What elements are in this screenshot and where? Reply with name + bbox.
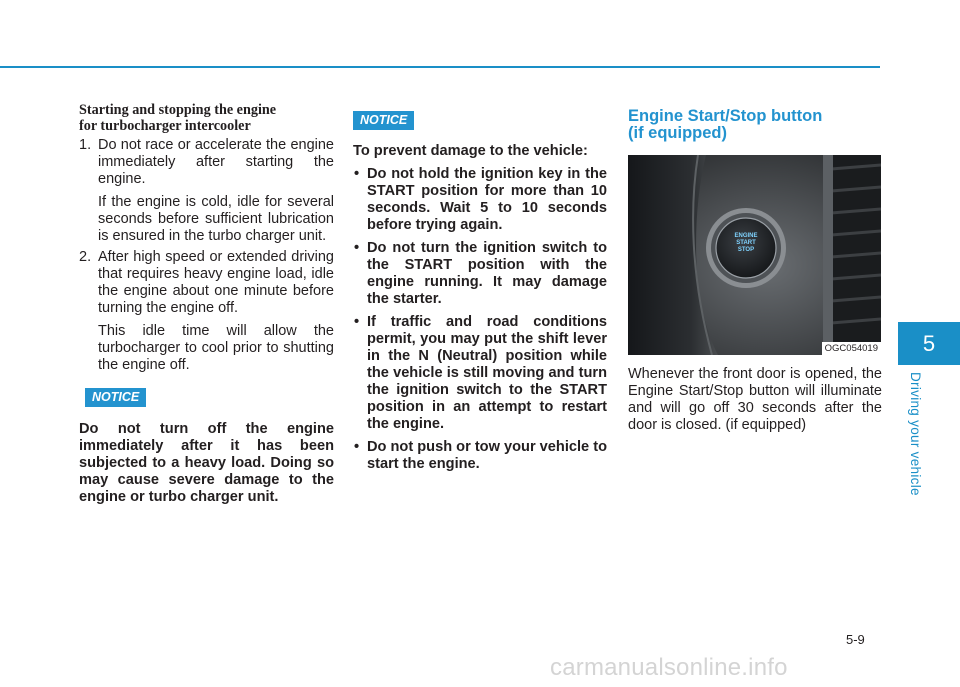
- bullet-text: Do not turn the ignition switch to the START position with the engine running. It may damage the starter.: [367, 240, 607, 307]
- button-legend-line: START: [736, 240, 756, 246]
- notice-text: Do not turn off the engine immediately after it has been subjected to a heavy load. Doing so may cause severe damage to the engine or turbo charger unit.: [79, 421, 334, 505]
- list-paragraph: If the engine is cold, idle for several seconds before sufficient lubrication is ensured in the turbo charger unit.: [98, 194, 334, 244]
- notice-badge-wrap: [79, 388, 334, 407]
- list-item: [353, 314, 607, 433]
- list-item: [79, 249, 334, 374]
- engine-start-button-photo: [628, 155, 881, 355]
- section-heading: Starting and stopping the engine for turbocharger intercooler: [79, 102, 277, 134]
- numbered-list: [79, 137, 334, 374]
- engine-paragraph: Whenever the front door is opened, the Engine Start/Stop button will illuminate and will go off 30 seconds after the door is closed. (if equipped): [628, 366, 882, 433]
- bullet-text: Do not push or tow your vehicle to start the engine.: [367, 439, 607, 472]
- bullet-icon: •: [354, 240, 360, 256]
- button-legend-line: STOP: [737, 247, 755, 253]
- notice-intro: To prevent damage to the vehicle:: [353, 143, 588, 159]
- list-item: [79, 137, 334, 245]
- engine-heading: Engine Start/Stop button (if equipped): [628, 107, 823, 142]
- page-number: 5-9: [846, 632, 865, 647]
- bullet-text: If traffic and road conditions permit, you may put the shift lever in the N (Neutral) position while the vehicle is still moving and turn the ignition switch to the START position in an attempt to restart the engine.: [367, 314, 607, 432]
- list-item: [353, 240, 607, 308]
- bullet-icon: •: [354, 166, 360, 182]
- watermark: carmanualsonline.info: [550, 654, 788, 681]
- button-legend-line: ENGINE: [734, 233, 758, 239]
- photo-illustration: [628, 155, 881, 355]
- button-legend: [716, 233, 776, 254]
- chapter-title: Driving your vehicle: [908, 372, 923, 496]
- bullet-text: Do not hold the ignition key in the START position for more than 10 seconds. Wait 5 to 10 seconds before trying again.: [367, 166, 607, 233]
- list-paragraph: After high speed or extended driving that requires heavy engine load, idle the engine about one minute before turning the engine off.: [98, 249, 334, 316]
- notice-bullet-list: [353, 166, 607, 473]
- bullet-icon: •: [354, 314, 360, 330]
- notice-badge: NOTICE: [85, 388, 146, 407]
- figure-code: OGC054019: [822, 342, 881, 355]
- list-marker: 2.: [79, 249, 92, 265]
- column-middle: [353, 111, 607, 473]
- column-left: [79, 102, 334, 506]
- chapter-number: 5: [922, 331, 936, 356]
- list-item: [353, 166, 607, 234]
- list-paragraph: Do not race or accelerate the engine immediately after starting the engine.: [98, 137, 334, 187]
- chapter-tab: [898, 322, 960, 365]
- header-rule: [0, 66, 880, 68]
- list-item: [353, 439, 607, 473]
- notice-badge: NOTICE: [353, 111, 414, 130]
- list-marker: 1.: [79, 137, 92, 153]
- column-right: [628, 108, 882, 434]
- bullet-icon: •: [354, 439, 360, 455]
- list-paragraph: This idle time will allow the turbocharger to cool prior to shutting the engine off.: [98, 323, 334, 373]
